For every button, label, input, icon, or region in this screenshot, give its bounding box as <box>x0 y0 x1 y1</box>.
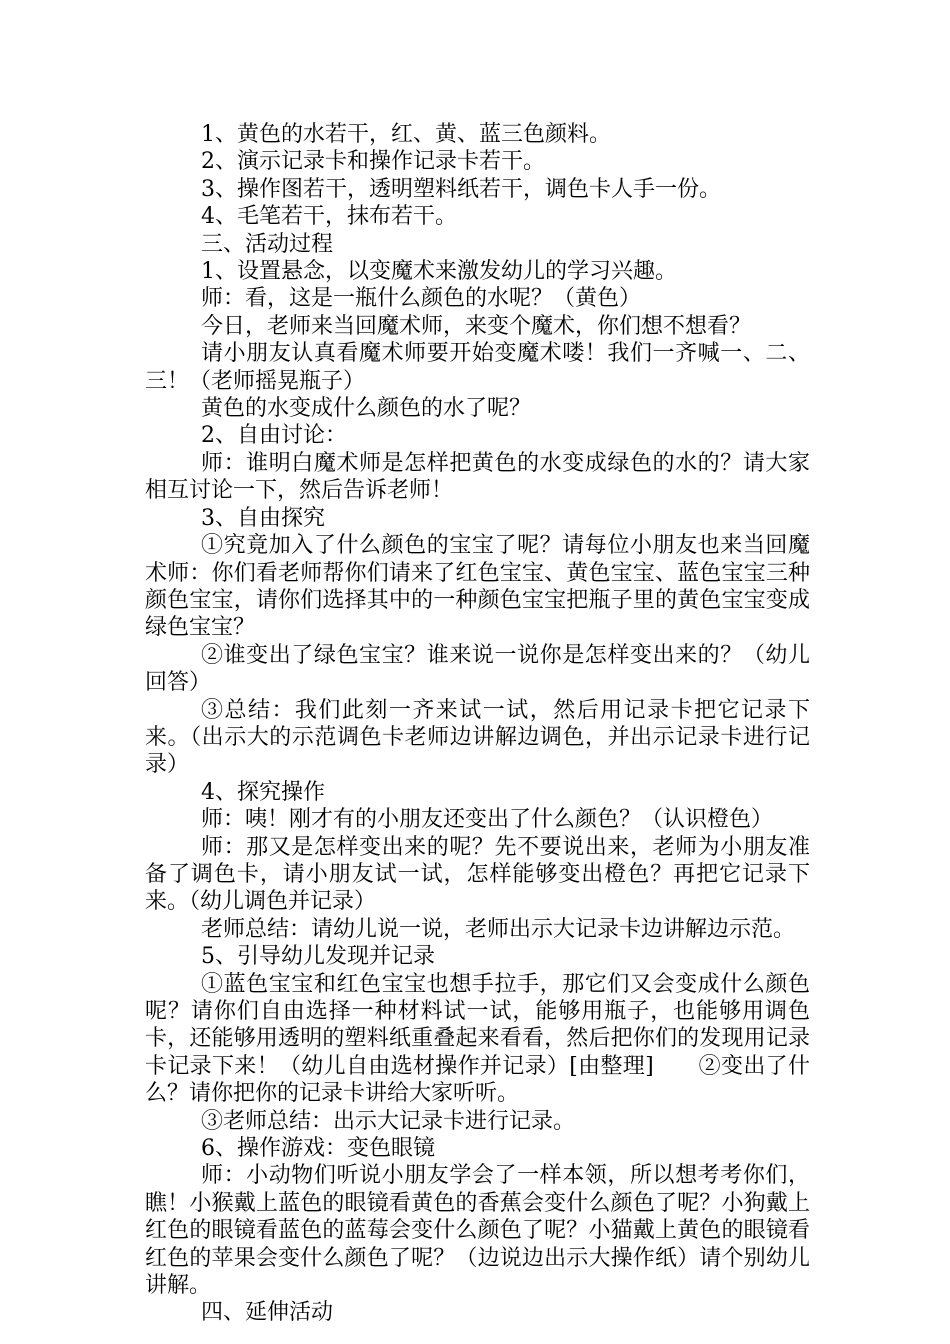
paragraph: ①蓝色宝宝和红色宝宝也想手拉手，那它们又会变成什么颜色呢？请你们自由选择一种材料试一试，能够用瓶子，也能够用调色卡，还能够用透明的塑料纸重叠起来看看，然后把你们的发现用记录卡记录下来！（幼儿自由选材操作并记录）[由整理] ②变出了什么？请你把你的记录卡讲给大家听听。 <box>145 971 810 1107</box>
paragraph: 师：那又是怎样变出来的呢？先不要说出来，老师为小朋友准备了调色卡，请小朋友试一试，怎样能够变出橙色？再把它记录下来。（幼儿调色并记录） <box>145 834 810 915</box>
paragraph: 师：看，这是一瓶什么颜色的水呢？（黄色） <box>201 286 642 312</box>
paragraph-material-2: 2、演示记录卡和操作记录卡若干。 <box>201 149 545 175</box>
paragraph: ③总结：我们此刻一齐来试一试，然后用记录卡把它记录下来。（出示大的示范调色卡老师边讲解边调色，并出示记录卡进行记录） <box>145 697 810 778</box>
paragraph: 黄色的水变成什么颜色的水了呢？ <box>201 396 532 422</box>
paragraph: 请小朋友认真看魔术师要开始变魔术喽！我们一齐喊一、二、三！（老师摇晃瓶子） <box>145 341 810 394</box>
paragraph-material-4: 4、毛笔若干，抹布若干。 <box>201 204 457 230</box>
paragraph-material-3: 3、操作图若干，透明塑料纸若干，调色卡人手一份。 <box>201 176 721 202</box>
paragraph: 老师总结：请幼儿说一说，老师出示大记录卡边讲解边示范。 <box>201 916 796 942</box>
paragraph-step-6-heading: 6、操作游戏：变色眼镜 <box>201 1136 435 1162</box>
section-heading-extension-activity: 四、延伸活动 <box>201 1300 334 1326</box>
document-body <box>145 121 810 1327</box>
paragraph: ③老师总结：出示大记录卡进行记录。 <box>201 1108 576 1134</box>
paragraph: 师：小动物们听说小朋友学会了一样本领，所以想考考你们，瞧！小猴戴上蓝色的眼镜看黄色的香蕉会变什么颜色了呢？小狗戴上红色的眼镜看蓝色的蓝莓会变什么颜色了呢？小猫戴上黄色的眼镜看红色的苹果会变什么颜色了呢？（边说边出示大操作纸）请个别幼儿讲解。 <box>145 1163 810 1299</box>
paragraph: 师：谁明白魔术师是怎样把黄色的水变成绿色的水的？请大家相互讨论一下，然后告诉老师！ <box>145 450 810 504</box>
paragraph: ②谁变出了绿色宝宝？谁来说一说你是怎样变出来的？（幼儿回答） <box>145 642 810 696</box>
paragraph: ①究竟加入了什么颜色的宝宝了呢？请每位小朋友也来当回魔术师：你们看老师帮你们请来了红色宝宝、黄色宝宝、蓝色宝宝三种颜色宝宝，请你们选择其中的一种颜色宝宝把瓶子里的黄色宝宝变成绿色宝宝？ <box>145 533 810 641</box>
paragraph-material-1: 1、黄色的水若干，红、黄、蓝三色颜料。 <box>201 122 611 147</box>
section-heading-activity-process: 三、活动过程 <box>201 231 334 257</box>
paragraph-step-3-heading: 3、自由探究 <box>201 505 325 531</box>
paragraph: 师：咦！刚才有的小朋友还变出了什么颜色？（认识橙色） <box>201 807 774 833</box>
paragraph-step-1-heading: 1、设置悬念，以变魔术来激发幼儿的学习兴趣。 <box>201 259 677 285</box>
paragraph-step-5-heading: 5、引导幼儿发现并记录 <box>201 944 435 970</box>
paragraph-step-2-heading: 2、自由讨论： <box>201 423 347 449</box>
paragraph-step-4-heading: 4、探究操作 <box>201 779 325 805</box>
paragraph: 今日，老师来当回魔术师，来变个魔术，你们想不想看？ <box>201 313 752 339</box>
